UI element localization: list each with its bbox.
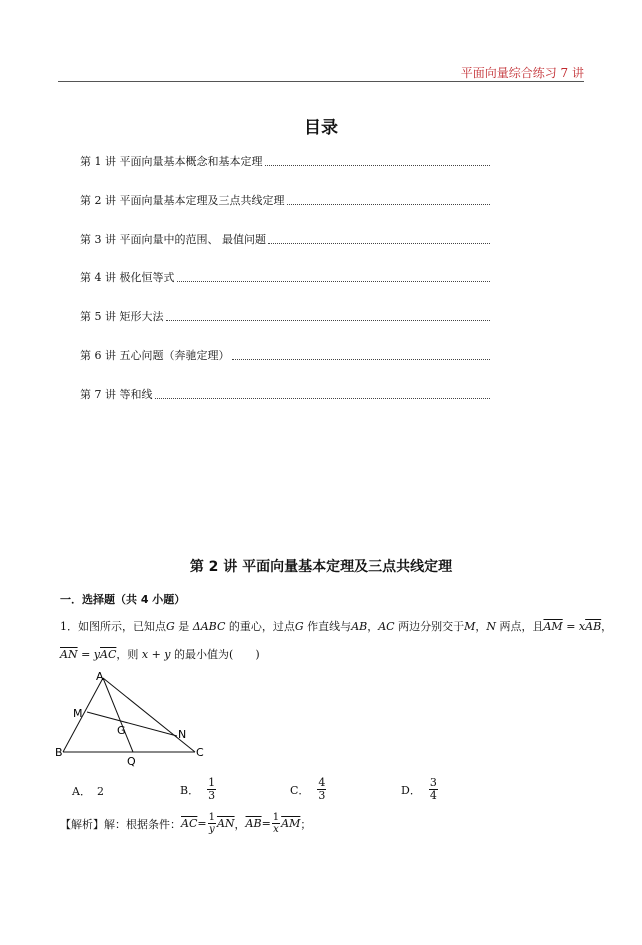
label-a: A — [96, 672, 104, 683]
toc-item-label: 第 4 讲 极化恒等式 — [80, 271, 175, 284]
label-n: N — [178, 728, 187, 741]
option-d[interactable]: D． $\frac{3}{4}$ — [401, 776, 437, 802]
toc-item-1[interactable] — [80, 155, 492, 169]
header-title: 平面向量综合练习 7 讲 — [460, 66, 584, 80]
option-c[interactable]: C． $\frac{4}{3}$ — [290, 776, 326, 802]
toc-item-label: 第 2 讲 平面向量基本定理及三点共线定理 — [80, 194, 285, 207]
fraction: $\frac{1}{y}$ — [208, 812, 215, 835]
option-a[interactable]: A． 2 — [72, 784, 104, 798]
fraction: $\frac{3}{4}$ — [429, 776, 437, 802]
toc-item-6[interactable] — [80, 349, 492, 363]
question-line-2: $\overline{AN} = y\overline{AC}$，则 x + y 的最小值为( ) — [60, 648, 260, 661]
toc-leader-dots — [177, 281, 491, 282]
toc-item-label: 第 1 讲 平面向量基本概念和基本定理 — [80, 155, 263, 168]
toc-item-2[interactable] — [80, 194, 492, 208]
toc-item-3[interactable] — [80, 233, 492, 247]
label-g: G — [117, 724, 126, 737]
header-rule — [58, 81, 584, 82]
solution-line: 【解析】解：根据条件： $\overline{AC}$ = $\frac{1}{y}$ $\overline{AN}$ ， $\overline{AB}$ = $\frac{1}{x}$ $\overline{AM}$ ； — [60, 812, 312, 835]
toc-leader-dots — [265, 165, 491, 166]
fraction: $\frac{1}{3}$ — [208, 776, 216, 802]
toc-item-label: 第 5 讲 矩形大法 — [80, 310, 164, 323]
option-b[interactable]: B． $\frac{1}{3}$ — [180, 776, 216, 802]
fraction: $\frac{4}{3}$ — [318, 776, 326, 802]
question-line-1: 1．如图所示，已知点G 是 ΔABC 的重心，过点G 作直线与AB，AC 两边分别交于M，N 两点，且$\overline{AM} = x\overline{AB}$， — [60, 620, 613, 633]
toc-leader-dots — [268, 243, 490, 244]
line-mn — [87, 712, 177, 736]
triangle-figure — [55, 672, 215, 770]
median-aq — [103, 678, 133, 752]
toc-heading: 目录 — [304, 118, 338, 138]
toc-item-5[interactable] — [80, 310, 492, 324]
toc-leader-dots — [287, 204, 491, 205]
label-q: Q — [127, 755, 136, 768]
toc-item-7[interactable] — [80, 388, 492, 402]
toc-leader-dots — [155, 398, 491, 399]
fraction: $\frac{1}{x}$ — [272, 812, 280, 835]
toc-item-label: 第 6 讲 五心问题（奔驰定理） — [80, 349, 230, 362]
toc-item-4[interactable] — [80, 271, 492, 285]
toc-leader-dots — [232, 359, 491, 360]
toc-item-label: 第 7 讲 等和线 — [80, 388, 153, 401]
label-m: M — [73, 707, 83, 720]
section-title: 第 2 讲 平面向量基本定理及三点共线定理 — [189, 559, 453, 575]
toc-leader-dots — [166, 320, 491, 321]
section-subheading: 一．选择题（共 4 小题） — [60, 593, 186, 606]
label-c: C — [196, 746, 204, 759]
label-b: B — [55, 746, 63, 759]
toc-item-label: 第 3 讲 平面向量中的范围、 最值问题 — [80, 233, 266, 246]
